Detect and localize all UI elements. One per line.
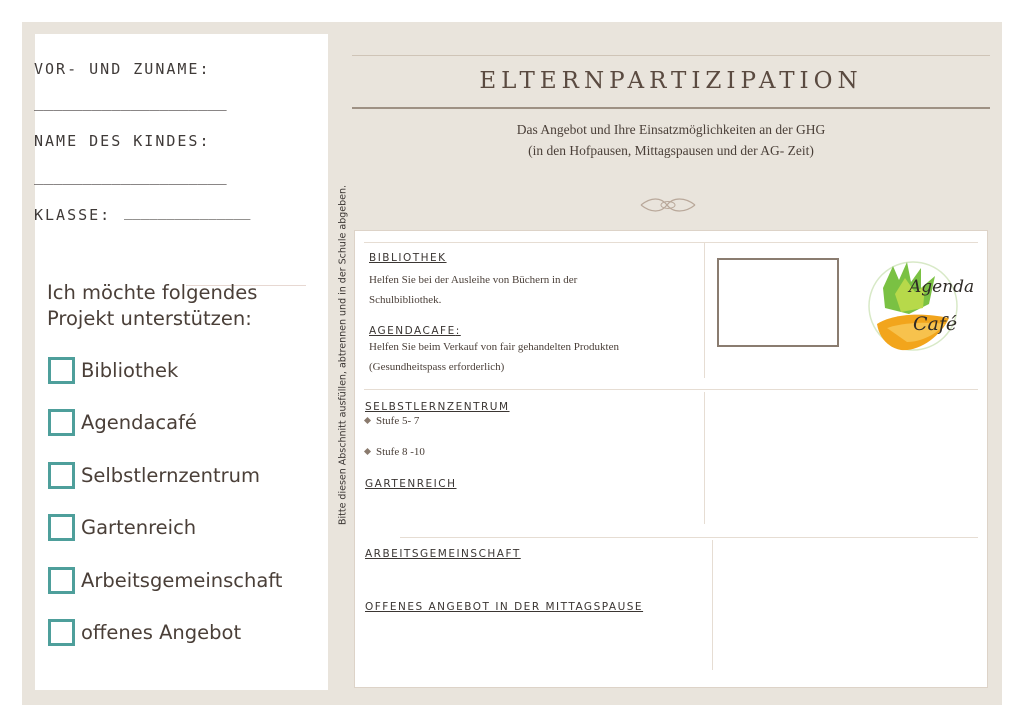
card-column-divider — [704, 392, 705, 524]
section-heading-offenes-angebot: OFFENES ANGEBOT IN DER MITTAGSPAUSE — [365, 601, 644, 613]
ornament-flourish-icon — [639, 195, 699, 215]
checkbox-square[interactable] — [48, 619, 75, 646]
checkbox-gartenreich[interactable] — [48, 512, 196, 542]
name-label: VOR- UND ZUNAME: — [34, 60, 211, 78]
section-heading-selbstlernzentrum: SELBSTLERNZENTRUM — [365, 401, 510, 413]
page-title: ELTERNPARTIZIPATION — [479, 68, 863, 94]
checkbox-label: Selbstlernzentrum — [81, 463, 261, 487]
bullet-icon — [364, 417, 371, 424]
checkbox-label: Gartenreich — [81, 515, 197, 539]
checkbox-square[interactable] — [48, 567, 75, 594]
header-rule-top — [352, 55, 990, 56]
child-name-label: NAME DES KINDES: — [34, 132, 211, 150]
section-heading-gartenreich: GARTENREICH — [365, 478, 457, 490]
card-column-divider — [704, 242, 705, 378]
cut-instruction-note: Bitte diesen Abschnitt ausfüllen, abtrennen und in der Schule abgeben. — [337, 184, 349, 526]
checkbox-label: offenes Angebot — [81, 620, 242, 644]
checkbox-offenes-angebot[interactable] — [48, 617, 241, 647]
heading-text: AGENDACAFE — [369, 325, 456, 337]
checkbox-square[interactable] — [48, 357, 75, 384]
section-text: Helfen Sie beim Verkauf von fair gehandelten Produkten — [369, 341, 619, 353]
section-text: (Gesundheitspass erforderlich) — [369, 361, 505, 373]
section-heading-agendacafe — [369, 325, 461, 337]
subtitle-line1: Das Angebot und Ihre Einsatzmöglichkeiten an der GHG — [516, 122, 826, 137]
subtitle-line2: (in den Hofpausen, Mittagspausen und der AG- Zeit) — [528, 143, 814, 158]
card-column-divider — [712, 540, 713, 670]
card-divider — [364, 389, 978, 390]
checkbox-agendacafe[interactable] — [48, 407, 197, 437]
bullet-item — [365, 446, 425, 458]
project-prompt — [47, 280, 257, 332]
checkbox-square[interactable] — [48, 514, 75, 541]
bullet-icon — [364, 448, 371, 455]
project-prompt-line2: Projekt unterstützen: — [47, 307, 252, 330]
checkbox-square[interactable] — [48, 462, 75, 489]
class-label: KLASSE: — [34, 206, 112, 224]
checkbox-square[interactable] — [48, 409, 75, 436]
logo-text-agenda: Agenda — [909, 277, 975, 297]
project-prompt-line1: Ich möchte folgendes — [47, 281, 258, 304]
bullet-text: Stufe 5- 7 — [376, 415, 420, 427]
name-input-line[interactable]: ____________________ — [34, 92, 227, 111]
checkbox-label: Bibliothek — [81, 358, 179, 382]
agenda-cafe-logo — [849, 258, 977, 355]
card-divider — [400, 537, 978, 538]
bullet-item — [365, 415, 419, 427]
checkbox-selbstlernzentrum[interactable] — [48, 460, 260, 490]
logo-text-cafe: Café — [913, 313, 958, 335]
section-text: Schulbibliothek. — [369, 294, 442, 306]
section-heading-bibliothek: BIBLIOTHEK — [369, 252, 447, 264]
checkbox-label: Agendacafé — [81, 410, 197, 434]
header-rule-bottom — [352, 107, 990, 109]
photo-placeholder — [717, 258, 839, 347]
section-heading-arbeitsgemeinschaft: ARBEITSGEMEINSCHAFT — [365, 548, 521, 560]
checkbox-label: Arbeitsgemeinschaft — [81, 568, 283, 592]
card-divider — [364, 242, 978, 243]
checkbox-arbeitsgemeinschaft[interactable] — [48, 565, 282, 595]
section-text: Helfen Sie bei der Ausleihe von Büchern in der — [369, 274, 578, 286]
bullet-text: Stufe 8 -10 — [376, 446, 425, 458]
child-name-input-line[interactable]: ____________________ — [34, 166, 227, 185]
class-input-line[interactable]: _______________ — [124, 204, 251, 220]
heading-suffix: : — [455, 325, 461, 337]
checkbox-bibliothek[interactable] — [48, 355, 178, 385]
